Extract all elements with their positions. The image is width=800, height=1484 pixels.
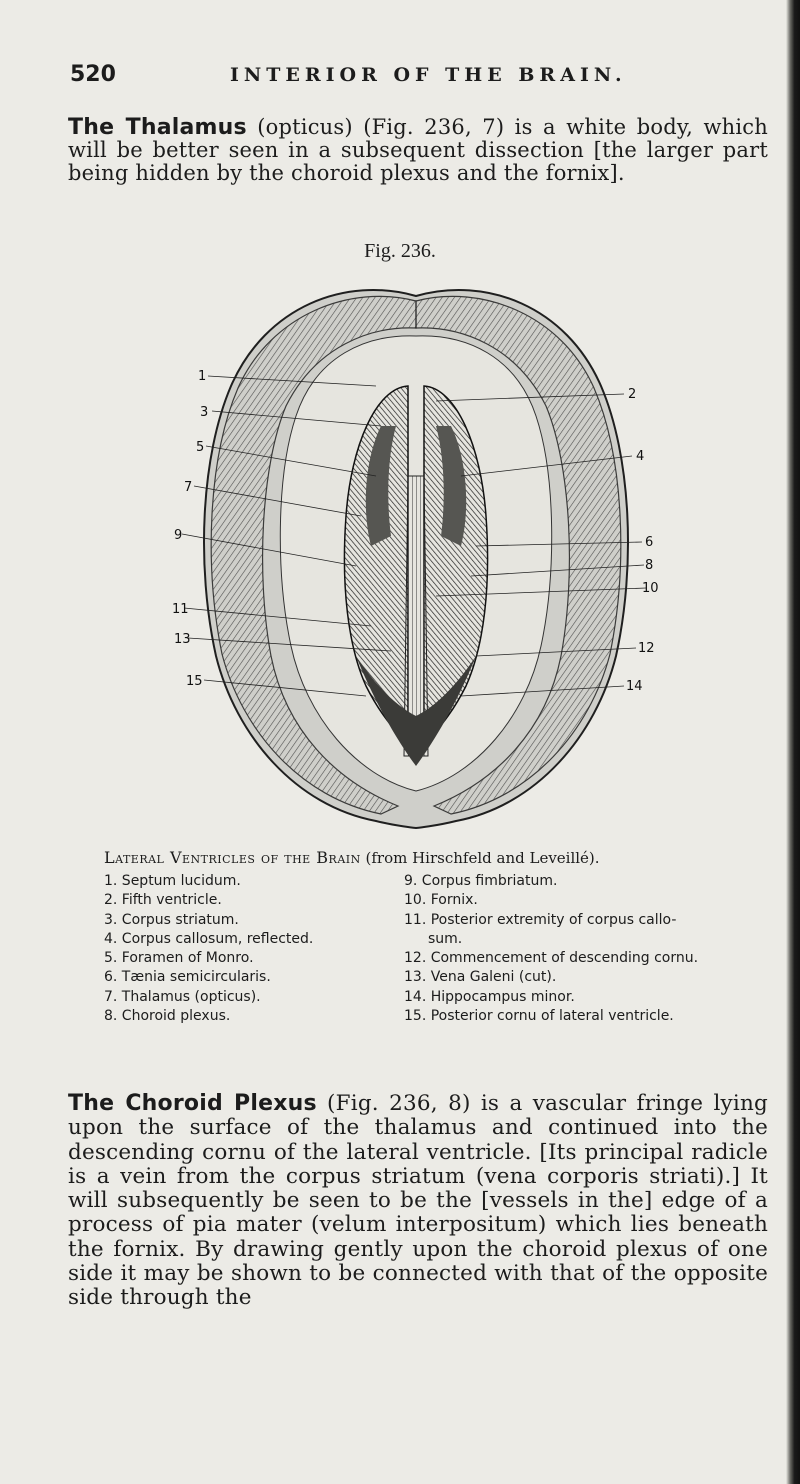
legend-item: 11. Posterior extremity of corpus callo- <box>404 911 677 928</box>
brain-illustration <box>172 276 659 836</box>
legend-item: 7. Thalamus (opticus). <box>104 988 261 1005</box>
legend-item: 10. Fornix. <box>404 892 478 909</box>
legend-item: 13. Vena Galeni (cut). <box>404 969 557 986</box>
caption-source: (from Hirschfeld and Leveillé). <box>360 849 600 867</box>
page-number: 520 <box>70 62 116 87</box>
figure-label-3: 3 <box>200 405 209 420</box>
figure-label-14: 14 <box>626 679 643 694</box>
figure-label-1: 1 <box>198 369 207 384</box>
legend-item: 2. Fifth ventricle. <box>104 892 222 909</box>
paragraph-thalamus <box>68 116 768 185</box>
legend-column-right <box>404 872 794 1026</box>
figure-label-4: 4 <box>636 449 645 464</box>
legend-item-continuation: sum. <box>428 930 463 947</box>
figure-label-13: 13 <box>174 632 191 647</box>
legend-item: 4. Corpus callosum, reflected. <box>104 930 314 947</box>
legend-item: 6. Tænia semicircularis. <box>104 969 271 986</box>
legend-item: 15. Posterior cornu of lateral ventricle. <box>404 1008 674 1025</box>
page-header <box>70 62 750 92</box>
paragraph-lead-choroid-plexus: The Choroid Plexus <box>68 1091 317 1116</box>
legend-item: 1. Septum lucidum. <box>104 873 241 889</box>
paragraph-lead-thalamus: The Thalamus <box>68 115 247 140</box>
figure-caption <box>104 848 764 867</box>
legend-item: 12. Commencement of descending cornu. <box>404 950 699 967</box>
legend-item: 5. Foramen of Monro. <box>104 950 254 967</box>
figure-label-11: 11 <box>172 602 189 617</box>
figure-label-15: 15 <box>186 674 203 689</box>
legend-item: 3. Corpus striatum. <box>104 911 239 928</box>
figure-label-6: 6 <box>645 535 654 550</box>
paragraph-body-thalamus: (opticus) (Fig. 236, 7) is a white body, which will be better seen in a subsequent dissection [the larger part being hidden by the choroid plexus and the fornix]. <box>68 115 768 185</box>
legend-item: 9. Corpus fimbriatum. <box>404 873 558 889</box>
figure-label-8: 8 <box>645 558 654 573</box>
page-edge-shadow <box>786 0 800 1484</box>
figure-label-2: 2 <box>628 387 637 402</box>
figure-label-9: 9 <box>174 528 183 543</box>
legend-item: 14. Hippocampus minor. <box>404 988 575 1005</box>
legend-item: 8. Choroid plexus. <box>104 1008 231 1025</box>
paragraph-choroid-plexus <box>68 1092 768 1311</box>
legend-column-left <box>104 872 404 1026</box>
running-head: INTERIOR OF THE BRAIN. <box>230 64 627 86</box>
figure-label: Fig. 236. <box>364 240 436 262</box>
paragraph-body-choroid-plexus: (Fig. 236, 8) is a vascular fringe lying upon the surface of the thalamus and continued into the descending cornu of the lateral ventricle. [Its principal radicle is a vein from the corpus striatum (vena corporis striati).] It will subsequently be seen to be the [vessels in the] edge of a process of pia mater (velum interpositum) which lies beneath the fornix. By drawing gently upon the choroid plexus of one side it may be shown to be connected with that of the opposite side through the <box>68 1091 768 1311</box>
figure-label-7: 7 <box>184 480 193 495</box>
figure-label-12: 12 <box>638 641 655 656</box>
figure-label-5: 5 <box>196 440 205 455</box>
figure-label-10: 10 <box>642 581 659 596</box>
caption-title: Lateral Ventricles of the Brain <box>104 848 361 867</box>
